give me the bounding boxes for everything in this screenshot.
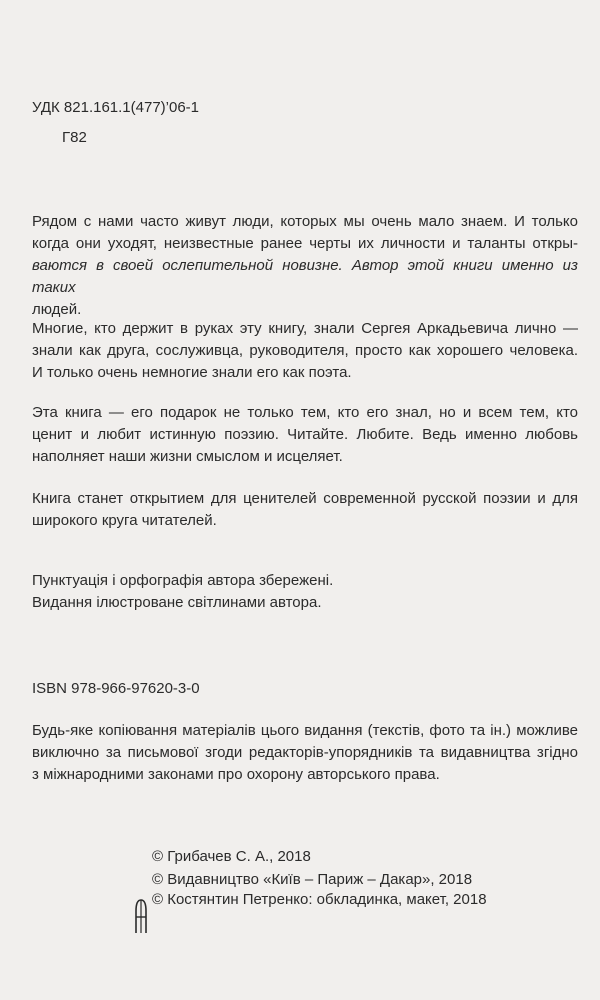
edition-notes — [32, 570, 578, 614]
annotation-line: знали как друга, сослуживца, руководителя, просто как хорошего человека. — [32, 342, 578, 359]
annotation-line: Многие, кто держит в руках эту книгу, знали Сергея Аркадьевича лично — — [32, 320, 578, 337]
annotation-line: наполняет наши жизни смыслом и исцеляет. — [32, 448, 343, 465]
bbk-index: Г82 — [62, 129, 87, 146]
annotation-line: людей. — [32, 301, 82, 318]
rights-line: з міжнародними законами про охорону авторського права. — [32, 766, 440, 783]
rights-notice — [32, 720, 578, 786]
annotation-line: Эта книга — его подарок не только тем, кто его знал, но и всем тем, кто — [32, 404, 578, 421]
rights-line: Будь-яке копіювання матеріалів цього видання (текстів, фото та ін.) можливе — [32, 722, 578, 739]
annotation-paragraph-3 — [32, 402, 578, 468]
annotation-paragraph-2 — [32, 318, 578, 384]
annotation-line: Рядом с нами часто живут люди, которых мы очень мало знаем. И только — [32, 213, 578, 230]
annotation-line: Книга станет открытием для ценителей современной русской поэзии и для — [32, 490, 578, 507]
annotation-paragraph-1 — [32, 211, 578, 321]
copyright-publisher: © Видавництво «Київ – Париж – Дакар», 2018 — [152, 871, 473, 888]
copyright-author: © Грибачев С. А., 2018 — [152, 848, 311, 865]
note-line: Пунктуація і орфографія автора збережені. — [32, 572, 334, 589]
annotation-line: ваются в своей ослепительной новизне. Автор этой книги именно из таких — [32, 257, 578, 296]
annotation-line: И только очень немногие знали его как поэта. — [32, 364, 352, 381]
udk-code: УДК 821.161.1(477)’06-1 — [32, 99, 200, 116]
annotation-line: когда они уходят, неизвестные ранее черты их личности и таланты откры- — [32, 235, 578, 252]
isbn: ISBN 978-966-97620-3-0 — [32, 680, 200, 697]
annotation-line: ценит и любит истинную поэзию. Читайте. Любите. Ведь именно любовь — [32, 426, 578, 443]
rights-line: виключно за письмової згоди редакторів-упорядників та видавництва згідно — [32, 744, 578, 761]
annotation-line: широкого круга читателей. — [32, 512, 217, 529]
note-line: Видання ілюстроване світлинами автора. — [32, 594, 322, 611]
annotation-paragraph-4 — [32, 488, 578, 532]
copyright-design: © Костянтин Петренко: обкладинка, макет, 2018 — [152, 891, 487, 908]
publisher-monogram-icon — [133, 897, 149, 935]
